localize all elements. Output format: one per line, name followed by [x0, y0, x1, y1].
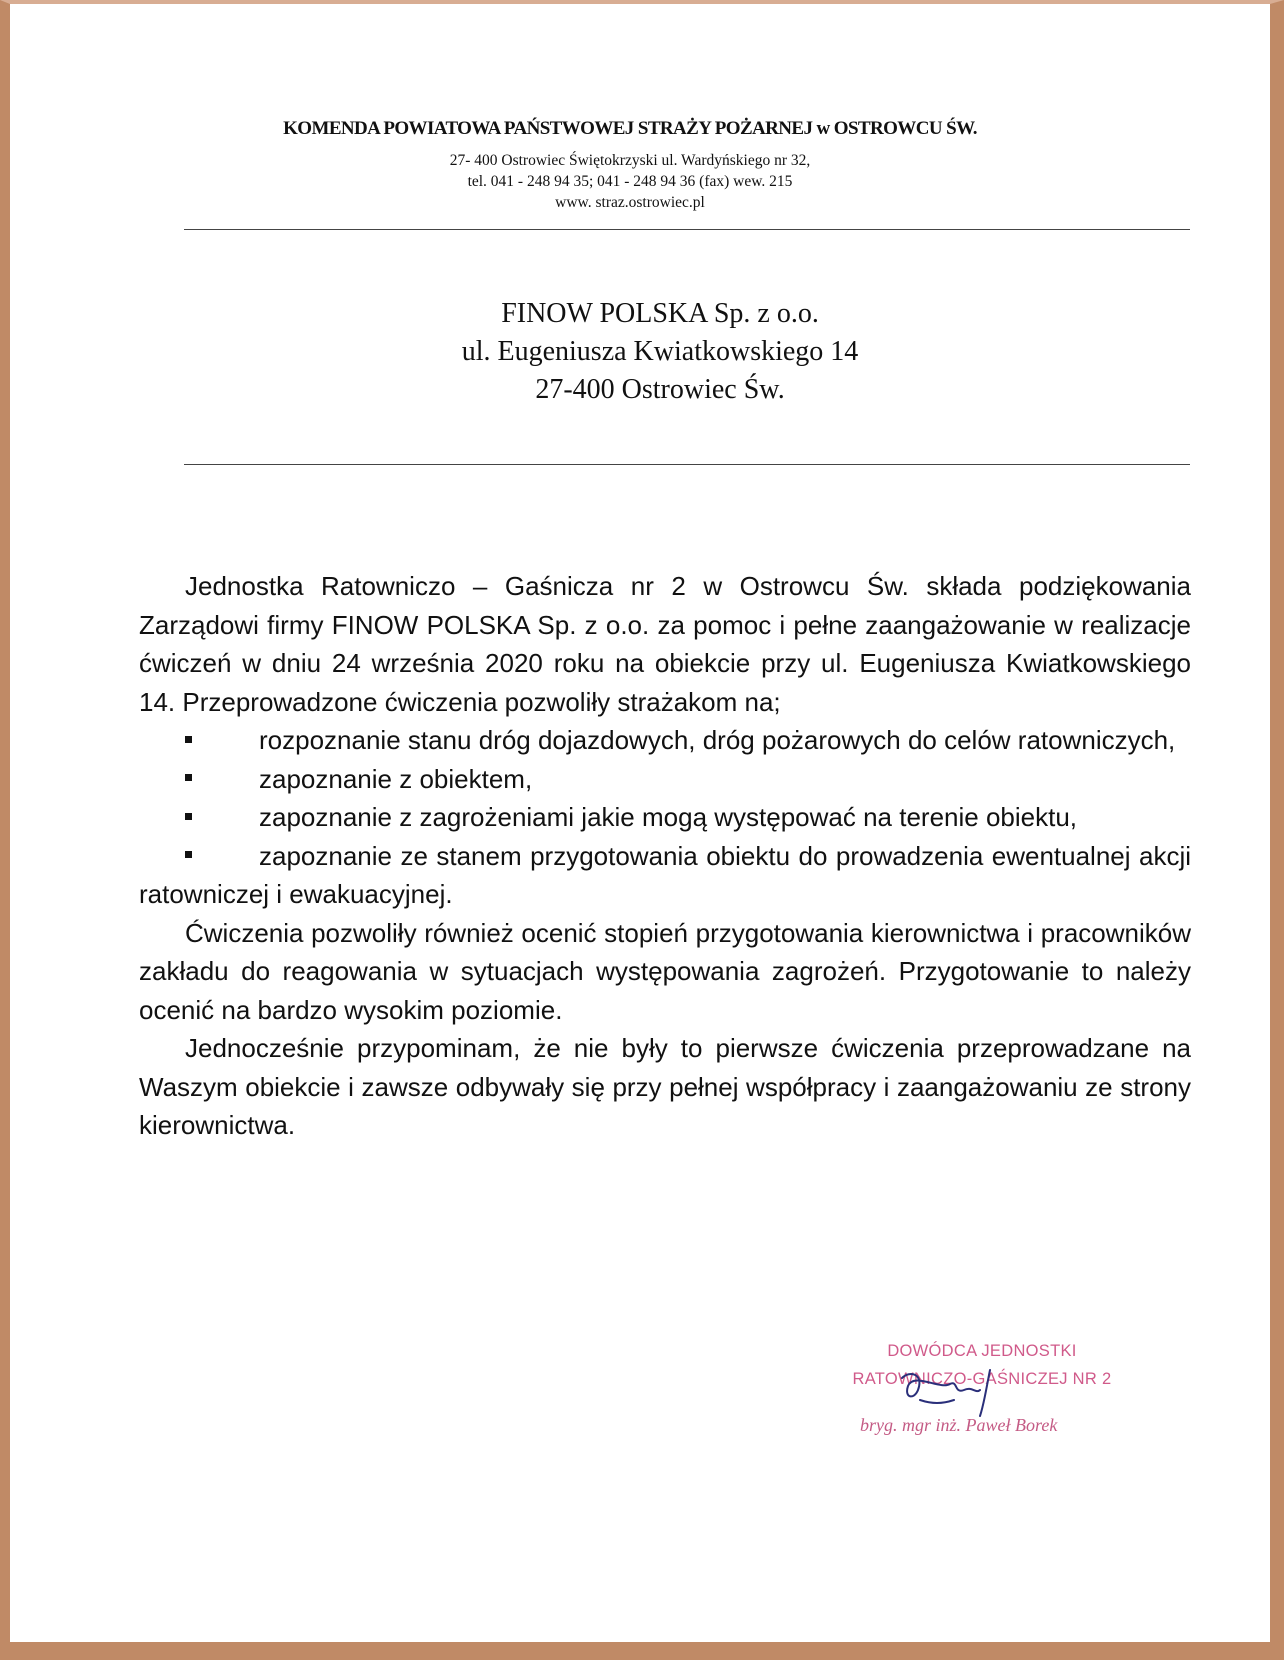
list-item [139, 721, 1191, 760]
stamp-signatory: bryg. mgr inż. Paweł Borek [860, 1415, 1058, 1435]
bullet-text: rozpoznanie stanu dróg dojazdowych, dróg pożarowych do celów ratowniczych, [259, 725, 1176, 755]
header-divider [184, 229, 1190, 230]
stamp-title: DOWÓDCA JEDNOSTKI [887, 1342, 1077, 1360]
recipient-name: FINOW POLSKA Sp. z o.o. [501, 298, 819, 329]
bullet-text: zapoznanie ze stanem przygotowania obiektu do prowadzenia ewentualnej akcji ratowniczej i ewakuacyjnej. [139, 840, 1191, 909]
bullet-icon [139, 760, 259, 799]
list-item [139, 837, 1191, 914]
second-paragraph: Ćwiczenia pozwoliły również ocenić stopień przygotowania kierownictwa i pracowników zakładu do reagowania w sytuacjach występowania zagrożeń. Przygotowanie to należy ocenić na bardzo wysokim poziomie. [139, 917, 1191, 1025]
header-phone: tel. 041 - 248 94 35; 041 - 248 94 36 (fax) wew. 215 [467, 173, 793, 190]
list-item [139, 798, 1191, 837]
bullet-icon [139, 837, 259, 876]
third-paragraph: Jednocześnie przypominam, że nie były to pierwsze ćwiczenia przeprowadzane na Waszym obiekcie i zawsze odbywały się przy pełnej współpracy i zaangażowaniu ze strony kierownictwa. [139, 1033, 1191, 1140]
bullet-icon [139, 721, 259, 760]
letter-body [139, 567, 1191, 1145]
bullet-text: zapoznanie z obiektem, [259, 763, 533, 794]
list-item [139, 760, 1191, 799]
recipient-street: ul. Eugeniusza Kwiatkowskiego 14 [461, 336, 859, 367]
recipient-divider [184, 464, 1190, 465]
header-website: www. straz.ostrowiec.pl [555, 194, 705, 211]
header-organization: KOMENDA POWIATOWA PAŃSTWOWEJ STRAŻY POŻARNEJ w OSTROWCU ŚW. [283, 118, 977, 139]
bullet-text: zapoznanie z zagrożeniami jakie mogą występować na terenie obiektu, [259, 802, 1078, 832]
header-address: 27- 400 Ostrowiec Świętokrzyski ul. Wardyńskiego nr 32, [449, 152, 811, 169]
intro-paragraph: Jednostka Ratowniczo – Gaśnicza nr 2 w Ostrowcu Św. składa podziękowania Zarządowi firmy FINOW POLSKA Sp. z o.o. za pomoc i pełne zaangażowanie w realizacje ćwiczeń w dniu 24 września 2020 roku na obiekcie przy ul. Eugeniusza Kwiatkowskiego 14. Przeprowadzone ćwiczenia pozwoliły strażakom na; [139, 571, 1191, 717]
bullet-icon [139, 798, 259, 837]
recipient-city: 27-400 Ostrowiec Św. [535, 374, 785, 405]
stamp-unit: RATOWNICZO-GAŚNICZEJ NR 2 [852, 1370, 1112, 1388]
